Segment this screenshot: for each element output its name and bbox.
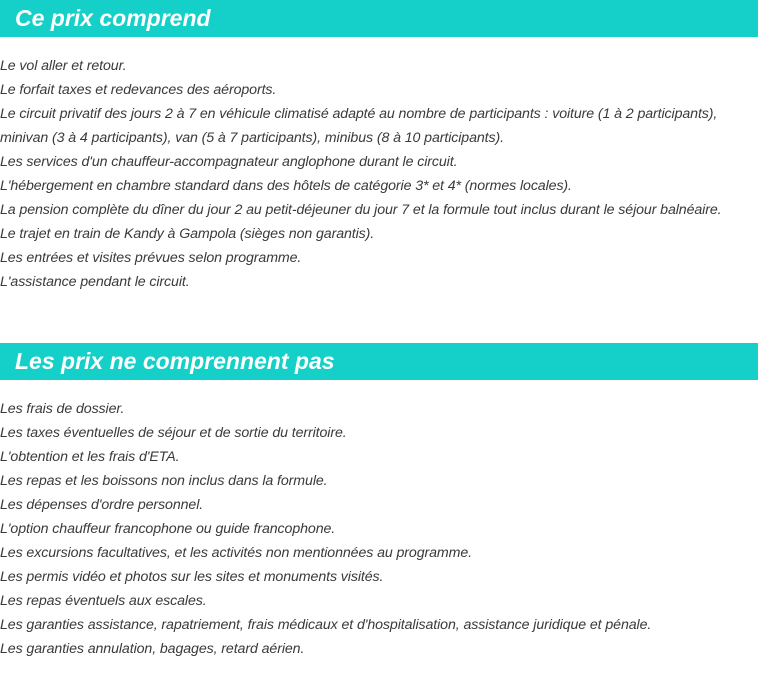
- excluded-item: L'obtention et les frais d'ETA.: [0, 449, 180, 465]
- included-list: [0, 37, 758, 294]
- excluded-item: Les repas et les boissons non inclus dans la formule.: [0, 473, 328, 489]
- excluded-item: Les frais de dossier.: [0, 401, 125, 417]
- included-item: L'hébergement en chambre standard dans des hôtels de catégorie 3* et 4* (normes locales).: [0, 178, 572, 194]
- included-section-title: Ce prix comprend: [0, 0, 758, 37]
- excluded-item: Les repas éventuels aux escales.: [0, 593, 207, 609]
- excluded-item: Les excursions facultatives, et les activités non mentionnées au programme.: [0, 545, 472, 561]
- excluded-item: L'option chauffeur francophone ou guide francophone.: [0, 521, 336, 537]
- excluded-section: [0, 343, 758, 661]
- included-item: La pension complète du dîner du jour 2 au petit-déjeuner du jour 7 et la formule tout inclus durant le séjour balnéaire.: [0, 202, 722, 218]
- included-item: minivan (3 à 4 participants), van (5 à 7 participants), minibus (8 à 10 participants).: [0, 130, 504, 146]
- excluded-item: Les garanties annulation, bagages, retard aérien.: [0, 641, 305, 657]
- excluded-section-title: Les prix ne comprennent pas: [0, 343, 758, 380]
- included-section: [0, 0, 758, 294]
- included-item: L'assistance pendant le circuit.: [0, 274, 190, 290]
- included-item: Le forfait taxes et redevances des aéroports.: [0, 82, 277, 98]
- included-item: Les services d'un chauffeur-accompagnateur anglophone durant le circuit.: [0, 154, 458, 170]
- included-item: Le circuit privatif des jours 2 à 7 en véhicule climatisé adapté au nombre de participants : voiture (1 à 2 participants),: [0, 106, 718, 122]
- excluded-item: Les taxes éventuelles de séjour et de sortie du territoire.: [0, 425, 347, 441]
- included-item: Le vol aller et retour.: [0, 58, 127, 74]
- excluded-item: Les garanties assistance, rapatriement, frais médicaux et d'hospitalisation, assistance juridique et pénale.: [0, 617, 652, 633]
- excluded-item: Les permis vidéo et photos sur les sites et monuments visités.: [0, 569, 384, 585]
- included-item: Les entrées et visites prévues selon programme.: [0, 250, 302, 266]
- excluded-item: Les dépenses d'ordre personnel.: [0, 497, 204, 513]
- included-item: Le trajet en train de Kandy à Gampola (sièges non garantis).: [0, 226, 375, 242]
- excluded-list: [0, 380, 758, 661]
